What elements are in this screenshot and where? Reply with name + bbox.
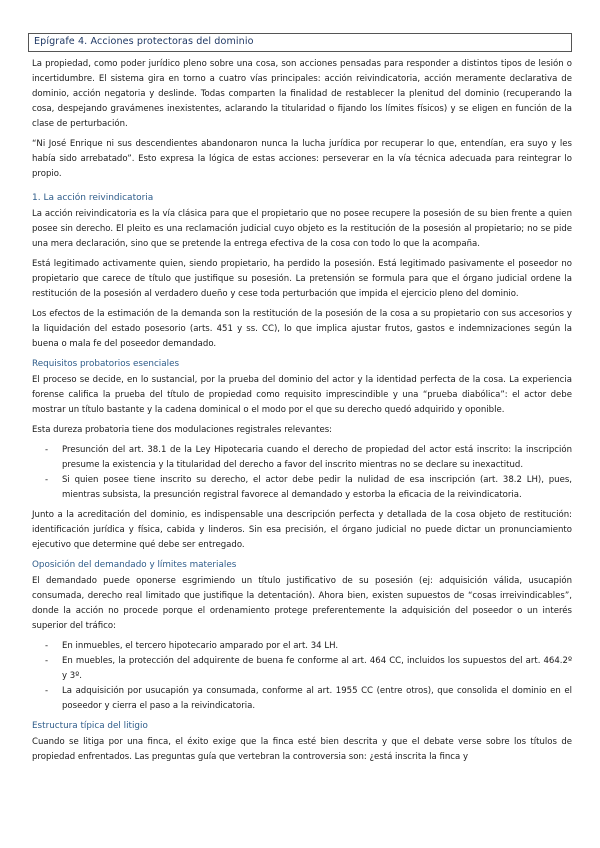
estructura-paragraph: Cuando se litiga por una finca, el éxito exige que la finca esté bien descrita y que el debate verse sobre los títulos de propiedad enfrentados. Las preguntas guía que vertebran la controversia son: ¿está inscrita la finca y: [32, 737, 572, 762]
list-item: - En inmuebles, el tercero hipotecario amparado por el art. 34 LH.: [45, 641, 339, 651]
reivindicatoria-paragraph-3: Los efectos de la estimación de la demanda son la restitución de la posesión de la cosa a su propietario con sus accesorios y la liquidación del estado posesorio (arts. 451 y ss. CC), lo que implica ajustar frutos, gastos e indemnizaciones según la buena o mala fe del poseedor demandado.: [32, 309, 572, 349]
list-item: - En muebles, la protección del adquirente de buena fe conforme al art. 464 CC, incluidos los supuestos del art. 464.2º y 3º.: [45, 656, 572, 681]
reivindicatoria-paragraph-2: Está legitimado activamente quien, siendo propietario, ha perdido la posesión. Está legitimado pasivamente el poseedor no propietario que carece de título que justifique su posesión. La pretensión se formula para que el órgano judicial ordene la restitución de la posesión al verdadero dueño y cese toda perturbación que impida el ejercicio pleno del dominio.: [32, 259, 572, 299]
oposicion-paragraph: El demandado puede oponerse esgrimiendo un título justificativo de su posesión (ej: adquisición válida, usucapión consumada, derecho real limitado que justifique la detentación). Ahora bien, existen supuestos de “cosas irreivindicables”, donde la acción no procede porque el ordenamiento protege preferentemente la adquisición del poseedor o un interés superior del tráfico:: [32, 576, 572, 631]
requisitos-paragraph-2: Esta dureza probatoria tiene dos modulaciones registrales relevantes:: [32, 425, 333, 435]
section-title-box: [28, 33, 572, 52]
intro-quote-paragraph: “Ni José Enrique ni sus descendientes abandonaron nunca la lucha jurídica por recuperar lo que, entendían, era suyo y les había sido arrebatado”. Esto expresa la lógica de estas acciones: perseverar en la vía técnica adecuada para reintegrar lo propio.: [32, 139, 572, 179]
intro-paragraph-1: La propiedad, como poder jurídico pleno sobre una cosa, son acciones pensadas para responder a distintos tipos de lesión o incertidumbre. El sistema gira en torno a cuatro vías principales: acción reivindicatoria, acción meramente declarativa de dominio, acción negatoria y deslinde. Todas comparten la finalidad de restablecer la plenitud del dominio (recuperando la cosa, despejando gravámenes inexistentes, aclarando la titularidad o fijando los límites físicos) y se eligen en función de la clase de perturbación.: [32, 59, 572, 129]
heading-oposicion: Oposición del demandado y límites materiales: [32, 560, 237, 570]
requisitos-paragraph-1: El proceso se decide, en lo sustancial, por la prueba del dominio del actor y la identidad perfecta de la cosa. La experiencia forense califica la prueba del título de propiedad como requisito imprescindible y una “prueba diabólica”: el actor debe mostrar un título bastante y la cadena dominical o el modo por el que su derecho quedó adquirido y oponible.: [32, 375, 572, 415]
list-item: - La adquisición por usucapión ya consumada, conforme al art. 1955 CC (entre otros), que consolida el dominio en el poseedor y cierra el paso a la reivindicatoria.: [45, 686, 572, 711]
heading-estructura: Estructura típica del litigio: [32, 721, 148, 731]
reivindicatoria-paragraph-1: La acción reivindicatoria es la vía clásica para que el propietario que no posee recupere la posesión de su bien frente a quien posee sin derecho. El pleito es una reclamación judicial cuyo objeto es la restitución de la posesión al propietario; no se pide una mera declaración, sino que se pretende la entrega efectiva de la cosa con todo lo que la acompaña.: [32, 209, 572, 249]
list-item: - Si quien posee tiene inscrito su derecho, el actor debe pedir la nulidad de esa inscripción (art. 38.2 LH), pues, mientras subsista, la presunción registral favorece al demandado y estorba la eficacia de la reivindicatoria.: [45, 475, 572, 500]
section-title: Epígrafe 4. Acciones protectoras del dominio: [34, 36, 254, 47]
requisitos-list: [32, 443, 572, 503]
oposicion-list: [32, 639, 572, 714]
heading-reivindicatoria: 1. La acción reivindicatoria: [32, 193, 154, 203]
heading-requisitos: Requisitos probatorios esenciales: [32, 359, 180, 369]
document-body: [32, 57, 572, 770]
list-item: - Presunción del art. 38.1 de la Ley Hipotecaria cuando el derecho de propiedad del actor está inscrito: la inscripción presume la existencia y la titularidad del derecho a favor del inscrito mientras no se declare su inexactitud.: [45, 445, 572, 470]
requisitos-closing-paragraph: Junto a la acreditación del dominio, es indispensable una descripción perfecta y detallada de la cosa objeto de restitución: identificación jurídica y física, cabida y linderos. Sin esa precisión, el órgano judicial no puede dictar un pronunciamiento ejecutivo que determine qué debe ser entregado.: [32, 510, 572, 550]
